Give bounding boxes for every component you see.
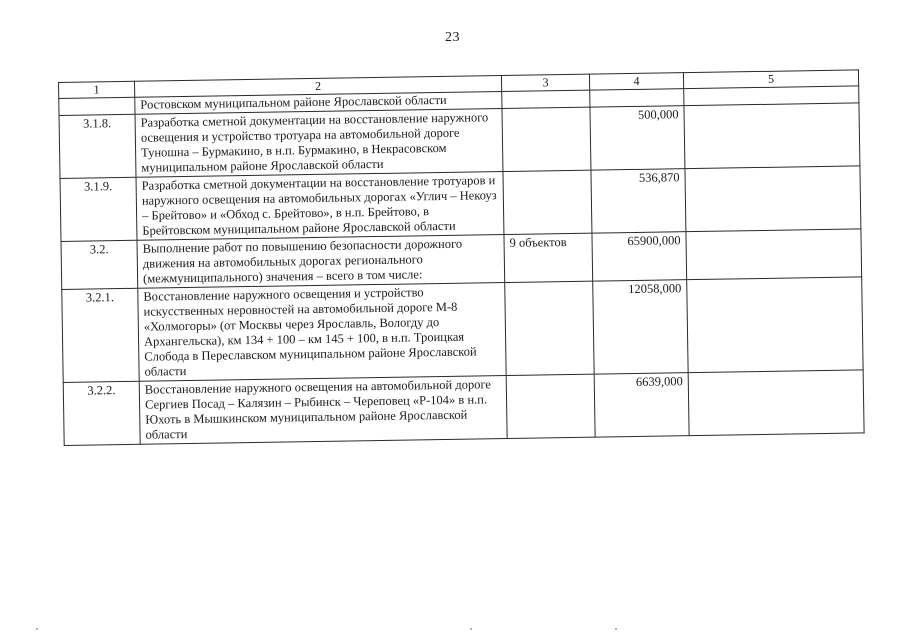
header-col-4: 4 xyxy=(589,73,683,90)
row-description: Разработка сметной документации на восстановление наружного освещения и устройство тротуара на автомобильной дороге Туношна – Бурмакино, в н.п. Бурмакино, в Некрасовском муниципальном районе Ярославской области xyxy=(135,109,503,178)
row-description: Разработка сметной документации на восстановление тротуаров и наружного освещения на автомобильных дорогах «Углич – Некоуз – Брейтово» и «Обход с. Брейтово», в н.п. Брейтово, в Брейтовском муниципальном районе Ярославской области xyxy=(136,172,504,241)
row-note xyxy=(687,277,863,373)
header-col-3: 3 xyxy=(501,74,589,91)
row-note xyxy=(684,103,860,169)
row-quantity xyxy=(506,374,595,438)
row-number: 3.2.2. xyxy=(63,381,140,445)
row-amount: 65900,000 xyxy=(592,232,687,281)
row-number: 3.1.8. xyxy=(59,114,136,178)
row-number: 3.2.1. xyxy=(62,288,139,382)
row-description: Выполнение работ по повышению безопасности дорожного движения на автомобильных дорогах регионального (межмуниципального) значения – всего в том числе: xyxy=(137,235,505,289)
row-note xyxy=(688,370,864,436)
row-amount xyxy=(590,89,684,107)
scan-speck xyxy=(36,628,38,630)
page-number: 23 xyxy=(445,30,460,45)
row-note xyxy=(686,229,862,280)
row-number xyxy=(59,97,135,115)
header-col-2: 2 xyxy=(134,76,501,98)
row-description: Восстановление наружного освещения и устройство искусственных неровностей на автомобильной дороге М-8 «Холмогоры» (от Москвы через Ярославль, Вологду до Архангельска), км 134 + 100 – км 145 + 100, в н.п. Троицкая Слобода в Переславском муниципальном районе Ярославской области xyxy=(138,283,506,382)
row-quantity: 9 объектов xyxy=(504,233,593,282)
row-quantity xyxy=(505,281,594,375)
row-description: Восстановление наружного освещения на автомобильной дороге Сергиев Посад – Калязин – Рыбинск – Череповец «Р-104» в н.п. Юхоть в Мышкинском муниципальном районе Ярославской области xyxy=(139,375,507,444)
row-note xyxy=(685,166,861,232)
header-col-5: 5 xyxy=(683,70,858,89)
row-amount: 536,870 xyxy=(591,169,686,233)
row-number: 3.2. xyxy=(61,240,138,289)
document-table-wrapper xyxy=(58,69,864,446)
document-table xyxy=(58,69,865,446)
row-quantity xyxy=(502,90,590,108)
row-quantity xyxy=(502,107,591,171)
row-amount: 12058,000 xyxy=(593,280,688,374)
scan-speck xyxy=(470,628,472,630)
row-description: Ростовском муниципальном районе Ярославской области xyxy=(135,92,502,115)
table-row xyxy=(63,370,864,446)
scan-speck xyxy=(615,628,617,630)
row-amount: 500,000 xyxy=(590,106,685,170)
table-row xyxy=(62,277,863,383)
row-number: 3.1.9. xyxy=(60,177,137,241)
row-quantity xyxy=(503,170,592,234)
header-col-1: 1 xyxy=(59,81,135,98)
row-amount: 6639,000 xyxy=(594,373,689,437)
